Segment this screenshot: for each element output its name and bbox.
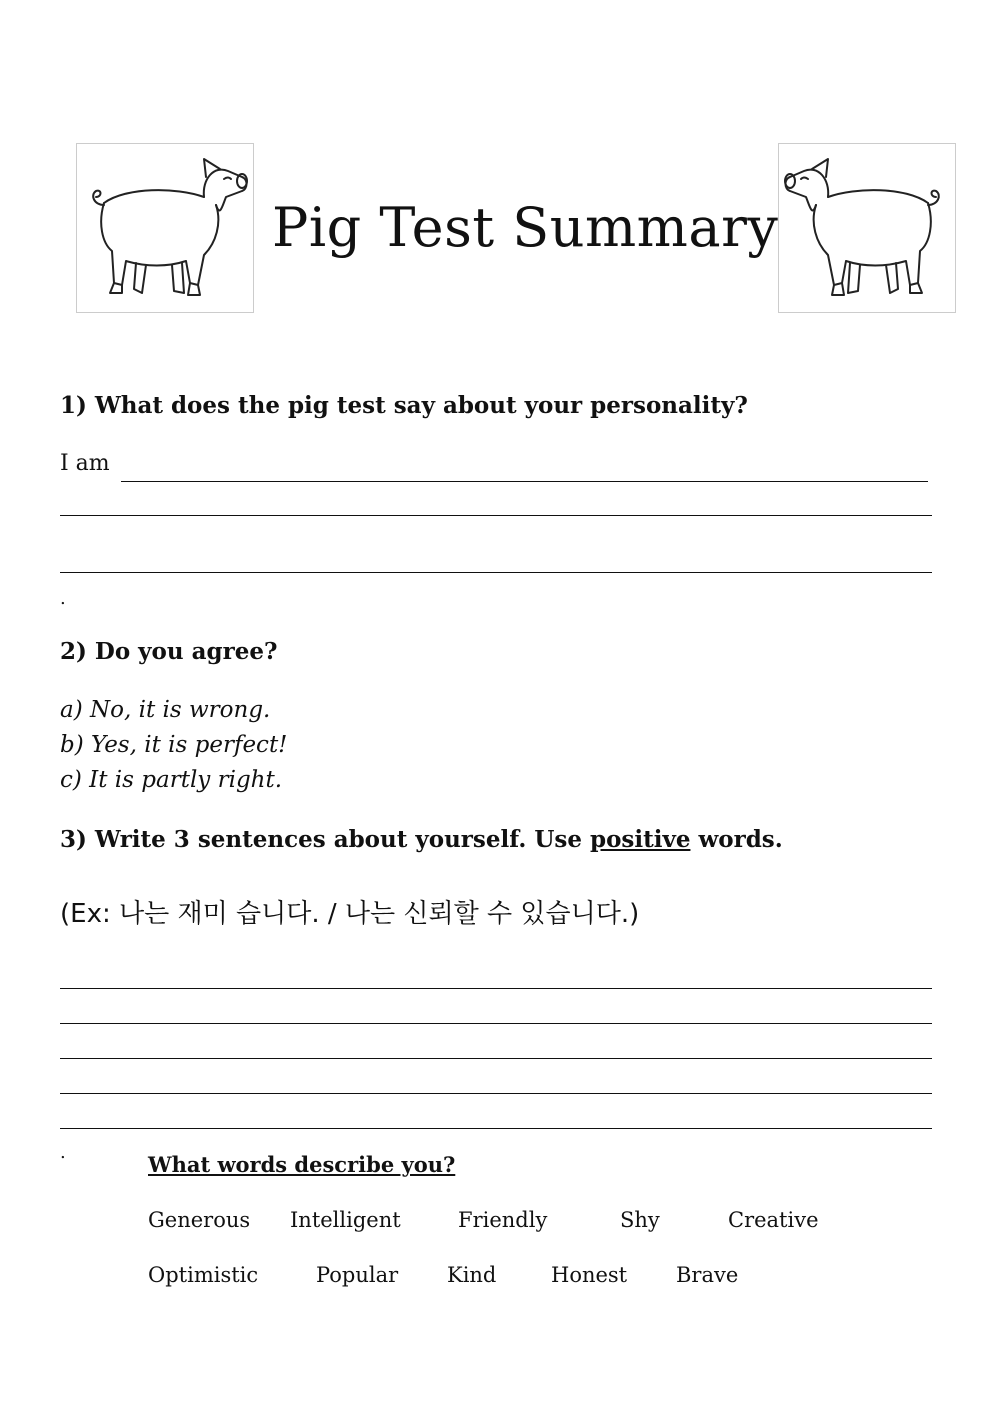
- answer-line[interactable]: [121, 481, 928, 482]
- answer-line[interactable]: [60, 1058, 932, 1059]
- pig-icon: [76, 143, 254, 313]
- end-dot: .: [60, 1142, 66, 1163]
- question-3-text-end: words.: [690, 826, 783, 853]
- word-item: Friendly: [458, 1208, 548, 1232]
- question-3-underlined: positive: [589, 826, 691, 853]
- pig-icon: [778, 143, 956, 313]
- word-item: Honest: [551, 1263, 628, 1287]
- question-3-label: [60, 826, 783, 853]
- answer-line[interactable]: [60, 988, 932, 989]
- page-title: Pig Test Summary: [272, 196, 779, 259]
- answer-line[interactable]: [60, 515, 932, 516]
- answer-prefix: I am: [60, 451, 110, 476]
- word-item: Kind: [447, 1263, 497, 1287]
- answer-line[interactable]: [60, 1093, 932, 1094]
- question-3-text: 3) Write 3 sentences about yourself. Use: [60, 826, 590, 853]
- question-1-label: 1) What does the pig test say about your personality?: [60, 392, 748, 419]
- word-item: Popular: [316, 1263, 399, 1287]
- question-2-label: 2) Do you agree?: [60, 638, 278, 665]
- answer-line[interactable]: [60, 572, 932, 573]
- word-item: Optimistic: [148, 1263, 259, 1287]
- word-item: Creative: [728, 1208, 819, 1232]
- answer-line[interactable]: [60, 1128, 932, 1129]
- word-item: Brave: [676, 1263, 739, 1287]
- word-item: Intelligent: [290, 1208, 401, 1232]
- option-b[interactable]: b) Yes, it is perfect!: [60, 732, 288, 758]
- option-a[interactable]: a) No, it is wrong.: [60, 697, 271, 723]
- word-item: Generous: [148, 1208, 251, 1232]
- word-item: Shy: [620, 1208, 660, 1232]
- option-c[interactable]: c) It is partly right.: [60, 767, 283, 793]
- word-bank-title: What words describe you?: [148, 1152, 456, 1177]
- end-dot: .: [60, 588, 66, 609]
- example-sentence: (Ex: 나는 재미 습니다. / 나는 신뢰할 수 있습니다.): [60, 899, 640, 929]
- answer-line[interactable]: [60, 1023, 932, 1024]
